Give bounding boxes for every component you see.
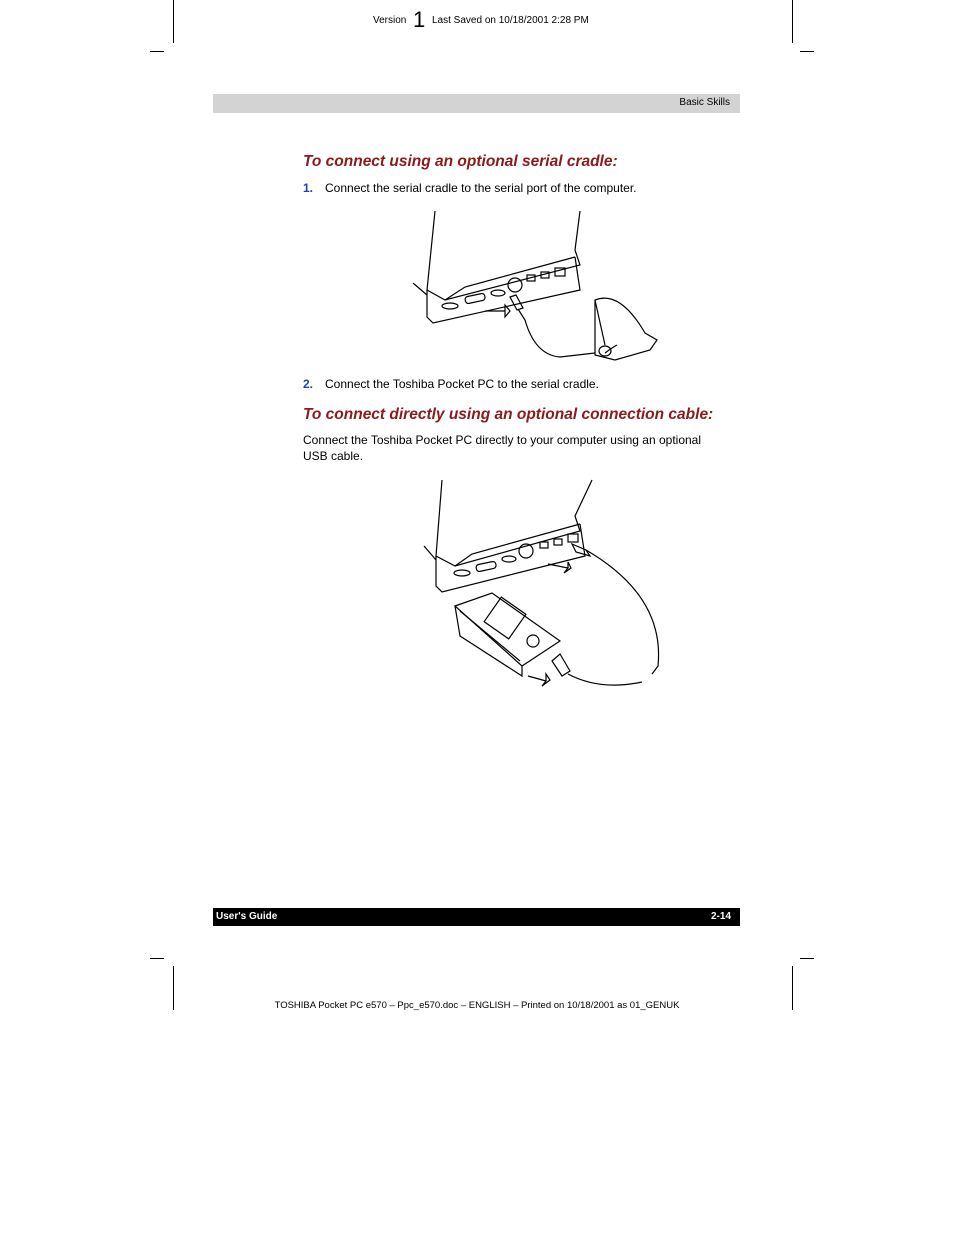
crop-mark	[800, 958, 814, 959]
crop-mark	[173, 0, 174, 43]
crop-mark	[150, 51, 164, 52]
serial-cradle-illustration	[405, 205, 670, 370]
section1-heading: To connect using an optional serial cradle:	[303, 153, 618, 170]
footer-bar	[213, 908, 740, 926]
step-text: Connect the Toshiba Pocket PC to the serial cradle.	[325, 377, 599, 391]
last-saved: Last Saved on 10/18/2001 2:28 PM	[432, 15, 589, 26]
usb-cable-illustration	[420, 476, 670, 696]
section2-paragraph: Connect the Toshiba Pocket PC directly to your computer using an optional USB cable.	[303, 433, 702, 463]
footer-guide-label: User's Guide	[216, 911, 278, 922]
section-title: Basic Skills	[679, 97, 730, 108]
print-info: TOSHIBA Pocket PC e570 – Ppc_e570.doc – ENGLISH – Printed on 10/18/2001 as 01_GENUK	[274, 1000, 680, 1011]
crop-mark	[150, 958, 164, 959]
version-number: 1	[413, 7, 426, 32]
page-number: 2-14	[710, 911, 731, 922]
crop-mark	[800, 51, 814, 52]
step-number: 2.	[303, 377, 314, 391]
version-label: Version	[373, 15, 407, 26]
step-number: 1.	[303, 181, 314, 195]
section2-heading: To connect directly using an optional connection cable:	[303, 406, 714, 423]
crop-mark	[792, 0, 793, 43]
section-header-bar	[213, 94, 740, 113]
step-text: Connect the serial cradle to the serial port of the computer.	[325, 181, 637, 195]
